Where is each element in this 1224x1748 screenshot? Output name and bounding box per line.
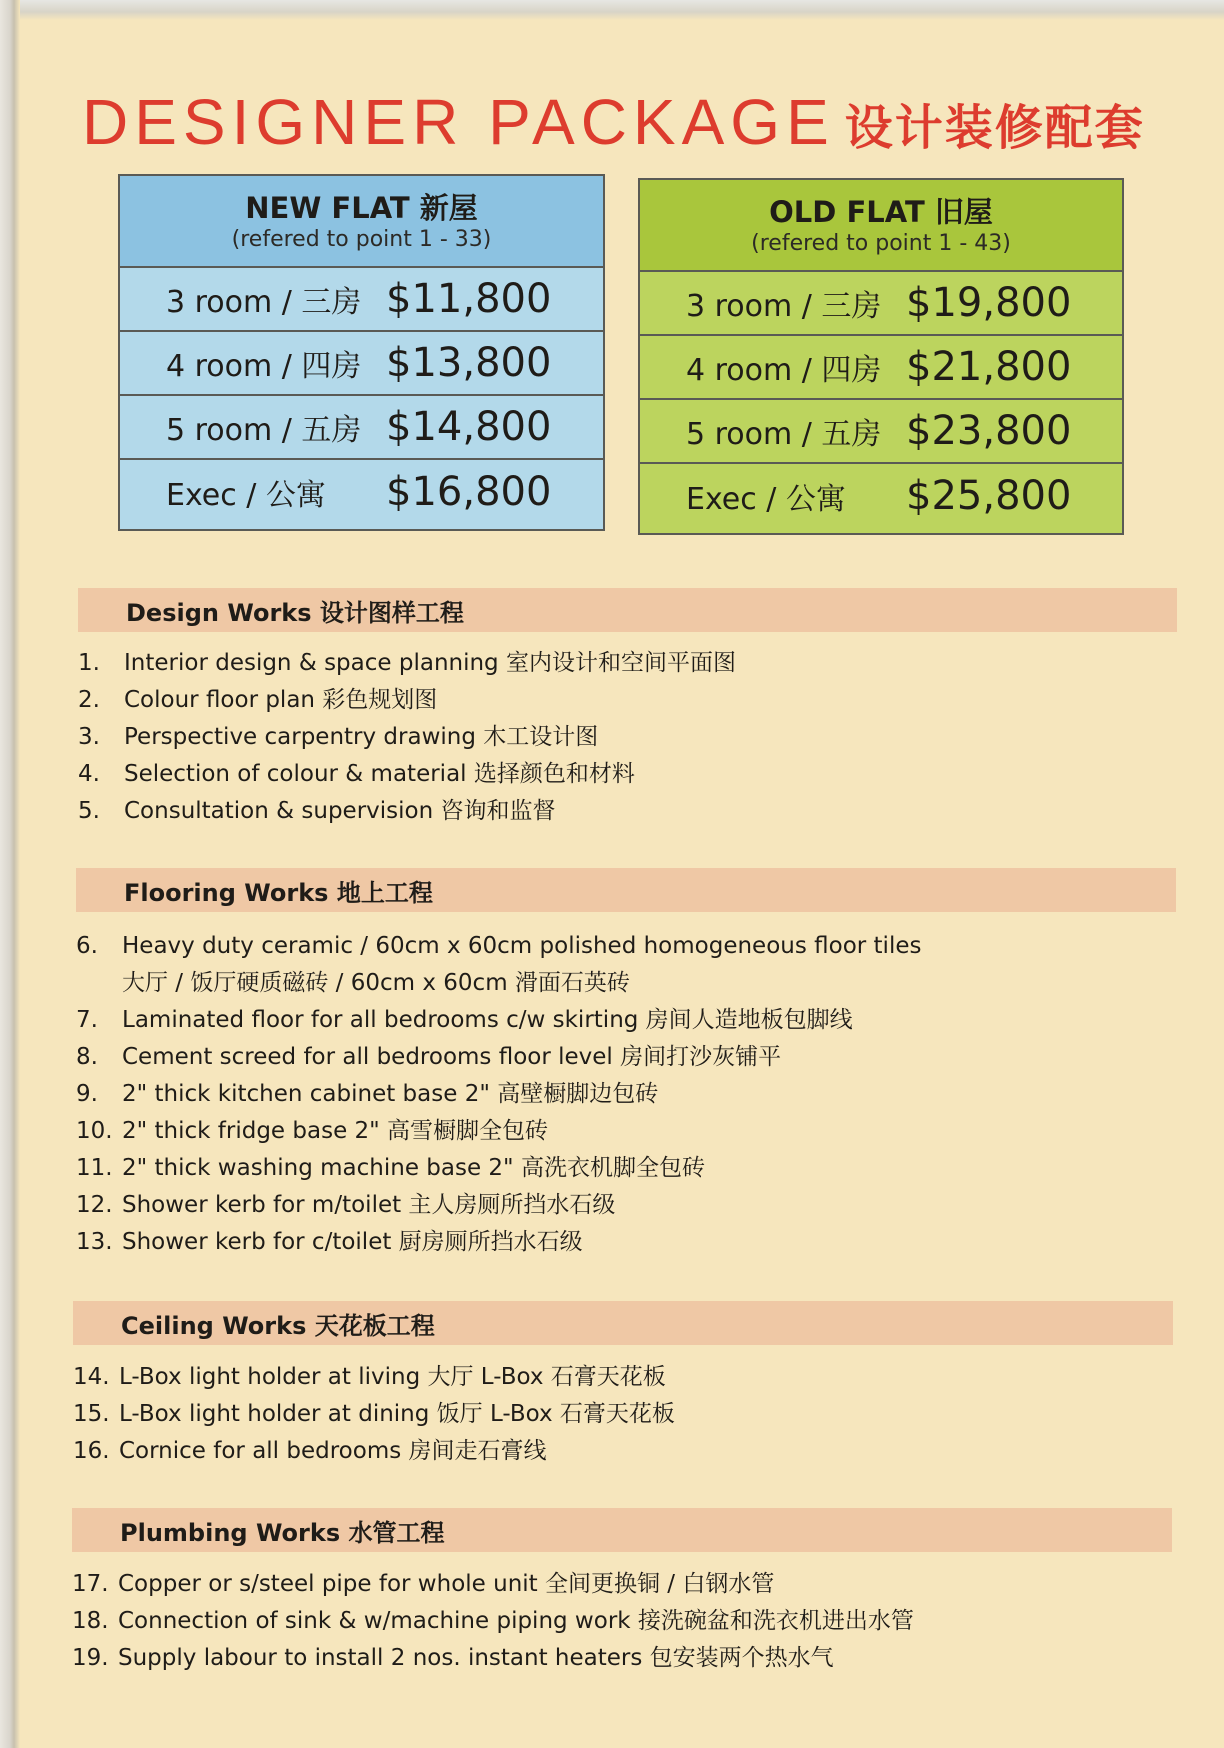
item-text: Shower kerb for m/toilet 主人房厕所挡水石级 bbox=[122, 1192, 616, 1218]
price-row bbox=[120, 460, 603, 524]
item-number: 8. bbox=[76, 1044, 98, 1070]
price-row bbox=[120, 332, 603, 396]
item-number: 5. bbox=[78, 798, 100, 824]
room-type: 4 room / 四房 bbox=[166, 349, 362, 384]
list-item bbox=[78, 682, 736, 719]
room-type: 5 room / 五房 bbox=[166, 413, 362, 448]
list-item bbox=[76, 1113, 921, 1150]
item-text: Laminated floor for all bedrooms c/w skirting 房间人造地板包脚线 bbox=[122, 1007, 853, 1033]
room-type: Exec / 公寓 bbox=[686, 482, 846, 517]
room-price: $19,800 bbox=[906, 280, 1072, 326]
section-heading-ceiling-works: Ceiling Works 天花板工程 bbox=[73, 1301, 1173, 1345]
old-flat-title: OLD FLAT 旧屋 bbox=[769, 195, 993, 229]
room-price: $11,800 bbox=[386, 276, 552, 322]
list-item bbox=[78, 645, 736, 682]
list-item bbox=[73, 1359, 675, 1396]
list-item bbox=[72, 1566, 914, 1603]
list-item bbox=[76, 1224, 921, 1261]
section-heading-flooring-works: Flooring Works 地上工程 bbox=[76, 868, 1176, 912]
list-item bbox=[73, 1396, 675, 1433]
item-number: 11. bbox=[76, 1155, 113, 1181]
item-text: Perspective carpentry drawing 木工设计图 bbox=[124, 724, 599, 750]
list-item bbox=[76, 1150, 921, 1187]
room-type: 4 room / 四房 bbox=[686, 353, 882, 388]
price-row bbox=[120, 396, 603, 460]
item-text-zh: 大厅 / 饭厅硬质磁砖 / 60cm x 60cm 滑面石英砖 bbox=[122, 970, 630, 996]
list-item bbox=[76, 1076, 921, 1113]
item-number: 15. bbox=[73, 1401, 110, 1427]
room-type: 3 room / 三房 bbox=[166, 285, 362, 320]
item-text: 2" thick kitchen cabinet base 2" 高壁橱脚边包砖 bbox=[122, 1081, 659, 1107]
price-row bbox=[640, 464, 1122, 528]
item-number: 12. bbox=[76, 1192, 113, 1218]
item-text: Cement screed for all bedrooms floor level 房间打沙灰铺平 bbox=[122, 1044, 782, 1070]
item-number: 17. bbox=[72, 1571, 109, 1597]
list-item bbox=[78, 793, 736, 830]
item-number: 16. bbox=[73, 1438, 110, 1464]
item-text: Consultation & supervision 咨询和监督 bbox=[124, 798, 556, 824]
price-row bbox=[640, 336, 1122, 400]
list-item bbox=[72, 1603, 914, 1640]
item-number: 6. bbox=[76, 933, 98, 959]
list-item bbox=[78, 719, 736, 756]
page-title bbox=[82, 86, 1145, 158]
list-item bbox=[72, 1640, 914, 1677]
new-flat-header bbox=[120, 176, 603, 268]
list-item bbox=[73, 1433, 675, 1470]
item-number: 10. bbox=[76, 1118, 113, 1144]
item-text: Colour floor plan 彩色规划图 bbox=[124, 687, 438, 713]
item-text: Selection of colour & material 选择颜色和材料 bbox=[124, 761, 635, 787]
item-text: Cornice for all bedrooms 房间走石膏线 bbox=[119, 1438, 547, 1464]
item-number: 13. bbox=[76, 1229, 113, 1255]
old-flat-header bbox=[640, 180, 1122, 272]
new-flat-subtitle: (refered to point 1 - 33) bbox=[231, 227, 492, 252]
old-flat-price-box bbox=[638, 178, 1124, 535]
room-price: $14,800 bbox=[386, 404, 552, 450]
page-title-en: DESIGNER PACKAGE bbox=[82, 86, 835, 158]
room-type: 3 room / 三房 bbox=[686, 289, 882, 324]
item-number: 18. bbox=[72, 1608, 109, 1634]
design-works-list bbox=[78, 645, 736, 830]
item-text: 2" thick fridge base 2" 高雪橱脚全包砖 bbox=[122, 1118, 549, 1144]
item-text: L-Box light holder at living 大厅 L-Box 石膏天花板 bbox=[119, 1364, 666, 1390]
item-text: Heavy duty ceramic / 60cm x 60cm polished homogeneous floor tiles bbox=[122, 933, 922, 959]
item-text: Copper or s/steel pipe for whole unit 全间更换铜 / 白钢水管 bbox=[118, 1571, 775, 1597]
item-number: 7. bbox=[76, 1007, 98, 1033]
item-text: Supply labour to install 2 nos. instant heaters 包安装两个热水气 bbox=[118, 1645, 834, 1671]
item-text: 2" thick washing machine base 2" 高洗衣机脚全包砖 bbox=[122, 1155, 705, 1181]
item-number: 3. bbox=[78, 724, 100, 750]
room-type: 5 room / 五房 bbox=[686, 417, 882, 452]
price-row bbox=[640, 400, 1122, 464]
item-number: 2. bbox=[78, 687, 100, 713]
page-title-zh: 设计装修配套 bbox=[844, 100, 1145, 156]
list-item bbox=[76, 1039, 921, 1076]
item-text: Interior design & space planning 室内设计和空间平面图 bbox=[124, 650, 736, 676]
section-heading-plumbing-works: Plumbing Works 水管工程 bbox=[72, 1508, 1172, 1552]
room-price: $21,800 bbox=[906, 344, 1072, 390]
list-item bbox=[76, 1187, 921, 1224]
room-price: $16,800 bbox=[386, 469, 552, 515]
item-number: 14. bbox=[73, 1364, 110, 1390]
list-item bbox=[78, 756, 736, 793]
item-text: Shower kerb for c/toilet 厨房厕所挡水石级 bbox=[122, 1229, 583, 1255]
item-text: Connection of sink & w/machine piping work 接洗碗盆和洗衣机进出水管 bbox=[118, 1608, 914, 1634]
room-type: Exec / 公寓 bbox=[166, 478, 326, 513]
list-item bbox=[76, 928, 921, 1002]
item-text: L-Box light holder at dining 饭厅 L-Box 石膏天花板 bbox=[119, 1401, 675, 1427]
ceiling-works-list bbox=[73, 1359, 675, 1470]
room-price: $25,800 bbox=[906, 473, 1072, 519]
section-heading-design-works: Design Works 设计图样工程 bbox=[78, 588, 1177, 632]
room-price: $23,800 bbox=[906, 408, 1072, 454]
flooring-works-list bbox=[76, 928, 921, 1261]
price-row bbox=[640, 272, 1122, 336]
old-flat-subtitle: (refered to point 1 - 43) bbox=[751, 231, 1011, 256]
price-row bbox=[120, 268, 603, 332]
item-number: 1. bbox=[78, 650, 100, 676]
item-number: 9. bbox=[76, 1081, 98, 1107]
item-number: 4. bbox=[78, 761, 100, 787]
new-flat-price-box bbox=[118, 174, 605, 531]
room-price: $13,800 bbox=[386, 340, 552, 386]
list-item bbox=[76, 1002, 921, 1039]
item-number: 19. bbox=[72, 1645, 109, 1671]
plumbing-works-list bbox=[72, 1566, 914, 1677]
new-flat-title: NEW FLAT 新屋 bbox=[245, 191, 478, 225]
